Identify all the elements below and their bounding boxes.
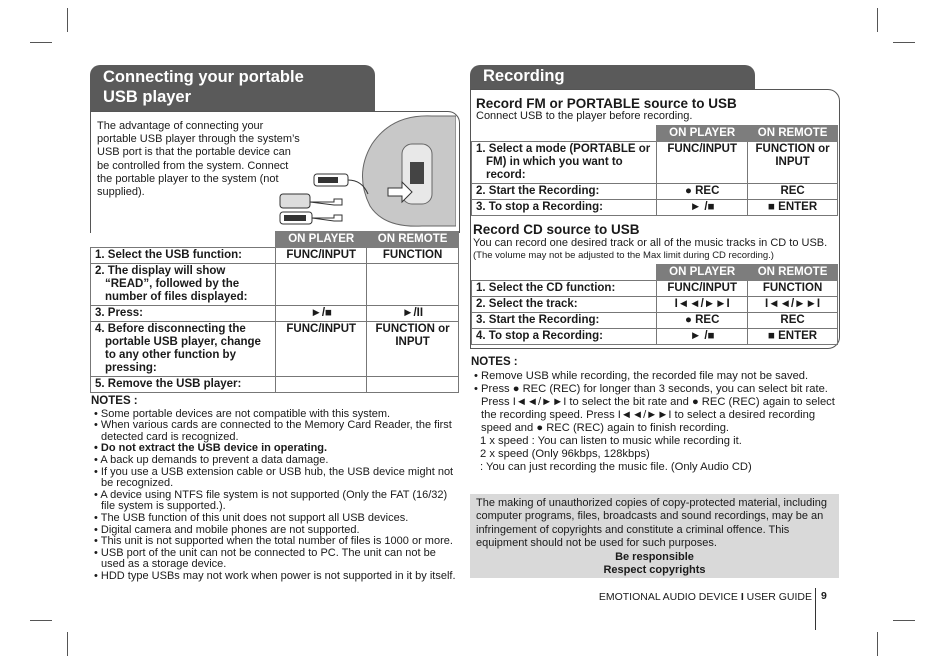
step-label: 1. Select the USB function: <box>91 248 276 264</box>
note-item: • This unit is not supported when the total number of files is 1000 or more. <box>94 535 453 548</box>
usb-connection-illustration <box>272 114 456 230</box>
crop-mark <box>877 8 878 32</box>
page-number: 9 <box>821 590 827 602</box>
remote-action <box>367 264 459 306</box>
table-row <box>472 184 838 200</box>
note-item: • Some portable devices are not compatible with this system. <box>94 407 391 420</box>
table-row <box>472 329 838 345</box>
player-action: FUNC/INPUT <box>276 322 367 377</box>
note-item: • Do not extract the USB device in operating. <box>94 442 328 455</box>
play-stop-icon: ►/■ <box>276 306 367 322</box>
note-item: • If you use a USB extension cable or USB hub, the USB device might not be recognized. <box>94 465 454 490</box>
skip-icon: I◄◄/►►I <box>748 297 838 313</box>
step-label: 2. Start the Recording: <box>472 184 657 200</box>
crop-mark <box>67 8 68 32</box>
usb-notes <box>91 396 459 583</box>
rec-icon: ● REC <box>657 184 748 200</box>
crop-mark <box>877 632 878 656</box>
crop-mark <box>30 42 52 43</box>
cd-steps-table <box>471 264 838 345</box>
play-stop-icon: ► /■ <box>657 329 748 345</box>
remote-action: FUNCTION <box>367 248 459 264</box>
col-header-on-remote: ON REMOTE <box>748 126 838 142</box>
step-label: 4. Before disconnecting the portable USB player, change to any other function by pressing: <box>91 322 276 377</box>
footer-divider <box>815 588 816 630</box>
remote-action: REC <box>748 184 838 200</box>
table-row <box>91 377 459 393</box>
col-header-on-player: ON PLAYER <box>657 265 748 281</box>
crop-mark <box>893 42 915 43</box>
step-label: 1. Select the CD function: <box>472 281 657 297</box>
usb-plug-icon <box>310 199 342 205</box>
cd-record-heading: Record CD source to USB <box>473 222 640 237</box>
usb-plug-icon <box>312 215 342 221</box>
copyright-notice <box>470 494 839 578</box>
remote-action: FUNCTION or INPUT <box>748 142 838 184</box>
note-item: • A back up demands to prevent a data damage. <box>94 453 329 466</box>
table-header-row <box>91 232 459 248</box>
step-label: 1. Select a mode (PORTABLE or FM) in which you want to record: <box>472 142 657 184</box>
note-item: 1 x speed : You can listen to music while recording it. <box>480 435 742 447</box>
crop-mark <box>893 620 915 621</box>
table-row <box>472 200 838 216</box>
step-label: 5. Remove the USB player: <box>91 377 276 393</box>
recording-notes <box>471 356 839 474</box>
table-header-row <box>472 265 838 281</box>
col-header-on-remote: ON REMOTE <box>748 265 838 281</box>
notes-title: NOTES : <box>471 356 518 368</box>
player-action <box>276 264 367 306</box>
col-header-on-player: ON PLAYER <box>276 232 367 248</box>
table-row <box>91 322 459 377</box>
usb-port <box>410 162 424 184</box>
play-pause-icon: ►/II <box>367 306 459 322</box>
usb-steps-table <box>90 231 459 393</box>
note-item: • USB port of the unit can not be connected to PC. The unit can not be used as a storage device. <box>94 546 436 571</box>
remote-action: ■ ENTER <box>748 329 838 345</box>
table-row <box>472 281 838 297</box>
section-title-line1: Connecting your portable <box>103 68 304 86</box>
remote-action: ■ ENTER <box>748 200 838 216</box>
note-item: • HDD type USBs may not work when power is not supported in it by itself. <box>94 569 456 582</box>
usb-stick-icon <box>280 194 310 208</box>
fm-steps-table <box>471 125 838 216</box>
step-label: 3. To stop a Recording: <box>472 200 657 216</box>
note-item: 2 x speed (Only 96kbps, 128kbps) <box>480 448 650 460</box>
player-action: FUNC/INPUT <box>657 142 748 184</box>
remote-action: FUNCTION <box>748 281 838 297</box>
player-action: FUNC/INPUT <box>657 281 748 297</box>
copyright-text: The making of unauthorized copies of copy-protected material, including computer programs, files, broadcasts and sound recordings, may be an infringement of copyrights and constitute a criminal offence. This equipment should not be used for such purposes. <box>476 497 827 550</box>
table-row <box>91 248 459 264</box>
player-action: FUNC/INPUT <box>276 248 367 264</box>
step-label: 3. Press: <box>91 306 276 322</box>
note-item: • Remove USB while recording, the recorded file may not be saved. <box>474 370 809 382</box>
step-label: 2. The display will show “READ”, followed by the number of files displayed: <box>91 264 276 306</box>
footer-device-name: EMOTIONAL AUDIO DEVICE <box>598 591 738 603</box>
skip-icon: I◄◄/►►I <box>657 297 748 313</box>
footer-guide: USER GUIDE <box>746 591 812 603</box>
player-action <box>276 377 367 393</box>
cd-record-subtitle: You can record one desired track or all of the music tracks in CD to USB. <box>473 237 828 249</box>
crop-mark <box>30 620 52 621</box>
footer-text <box>560 591 812 603</box>
note-item: : You can just recording the music file. (Only Audio CD) <box>480 461 752 473</box>
remote-action: REC <box>748 313 838 329</box>
table-header-row <box>472 126 838 142</box>
remote-action <box>367 377 459 393</box>
table-row <box>472 297 838 313</box>
copyright-slogan-2: Respect copyrights <box>603 564 706 577</box>
remote-action: FUNCTION or INPUT <box>367 322 459 377</box>
section-title-recording: Recording <box>470 65 755 89</box>
section-title-usb <box>90 65 375 111</box>
cd-record-note: (The volume may not be adjusted to the Max limit during CD recording.) <box>473 250 774 261</box>
col-header-on-player: ON PLAYER <box>657 126 748 142</box>
col-header-on-remote: ON REMOTE <box>367 232 459 248</box>
note-item: • When various cards are connected to the Memory Card Reader, the first detected card is recognized. <box>94 419 452 443</box>
fm-record-subtitle: Connect USB to the player before recording. <box>476 110 693 122</box>
step-label: 2. Select the track: <box>472 297 657 313</box>
fm-record-heading: Record FM or PORTABLE source to USB <box>476 96 737 111</box>
step-label: 4. To stop a Recording: <box>472 329 657 345</box>
rec-icon: ● REC <box>657 313 748 329</box>
crop-mark <box>67 632 68 656</box>
note-item: • Digital camera and mobile phones are not supported. <box>94 523 360 536</box>
copyright-slogan-1: Be responsible <box>615 550 694 563</box>
note-item: • A device using NTFS file system is not supported (Only the FAT (16/32) file system is supported.). <box>94 488 448 513</box>
step-label: 3. Start the Recording: <box>472 313 657 329</box>
note-item: • Press ● REC (REC) for longer than 3 seconds, you can select bit rate. Press I◄◄/►►I to select the bit rate and ● REC (REC) again to select the recording speed. Press I◄◄/►►I to select a desired recording speed and ● REC (REC) again to finish recording. <box>474 383 835 434</box>
note-item: • The USB function of this unit does not support all USB devices. <box>94 511 409 524</box>
table-row <box>472 313 838 329</box>
notes-title: NOTES : <box>91 395 138 407</box>
section-title-line2: USB player <box>103 88 192 106</box>
table-row <box>472 142 838 184</box>
table-row <box>91 264 459 306</box>
play-stop-icon: ► /■ <box>657 200 748 216</box>
table-row <box>91 306 459 322</box>
usb-intro-text: The advantage of connecting your portable USB player through the system’s USB port is that the portable device can be controlled from the system. Connect the portable player to the system (not supplied). <box>97 120 300 199</box>
footer-separator: I <box>740 591 744 603</box>
